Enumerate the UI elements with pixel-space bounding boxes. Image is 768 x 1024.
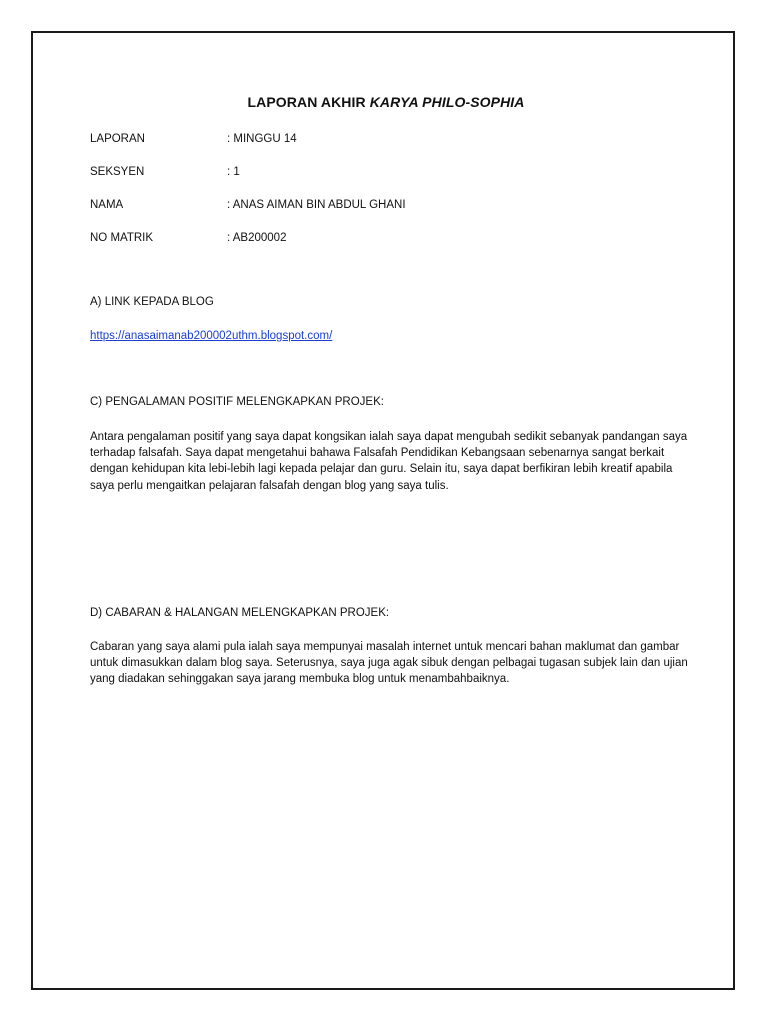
laporan-label: LAPORAN bbox=[90, 133, 145, 145]
blog-link[interactable]: https://anasaimanab200002uthm.blogspot.com/ bbox=[90, 330, 333, 342]
info-row-nama bbox=[90, 199, 406, 215]
section-c-heading: C) PENGALAMAN POSITIF MELENGKAPKAN PROJEK: bbox=[90, 396, 384, 408]
section-d-heading: D) CABARAN & HALANGAN MELENGKAPKAN PROJEK: bbox=[90, 607, 390, 619]
nama-label: NAMA bbox=[90, 199, 124, 211]
no-matrik-value: : AB200002 bbox=[227, 232, 287, 244]
seksyen-value: : 1 bbox=[227, 166, 240, 178]
section-c-paragraph: Antara pengalaman positif yang saya dapat kongsikan ialah saya dapat mengubah sedikit sebanyak pandangan saya terhadap falsafah. Saya dapat mengetahui bahawa Falsafah Pendidikan Kebangsaan sebenarnya sangat berkait dengan kehidupan kita lebi-lebih lagi kepada pelajar dan guru. Selain itu, saya dapat berfikiran lebih kreatif apabila saya perlu mengaitkan pelajaran falsafah dengan blog yang saya tulis. bbox=[90, 431, 688, 492]
nama-value: : ANAS AIMAN BIN ABDUL GHANI bbox=[227, 199, 406, 211]
info-row-laporan bbox=[90, 133, 297, 149]
info-row-no-matrik bbox=[90, 232, 286, 248]
report-title bbox=[90, 94, 682, 110]
no-matrik-label: NO MATRIK bbox=[90, 232, 154, 244]
title-italic-text: KARYA PHILO-SOPHIA bbox=[369, 94, 525, 110]
laporan-value: : MINGGU 14 bbox=[227, 133, 297, 145]
section-d-paragraph: Cabaran yang saya alami pula ialah saya mempunyai masalah internet untuk mencari bahan maklumat dan gambar untuk dimasukkan dalam blog saya. Seterusnya, saya juga agak sibuk dengan pelbagai tugasan subjek lain dan ujian yang diadakan sehinggakan saya jarang membuka blog untuk menambahbaiknya. bbox=[90, 641, 688, 686]
section-a-heading: A) LINK KEPADA BLOG bbox=[90, 296, 214, 308]
info-row-seksyen bbox=[90, 166, 240, 182]
title-main-text: LAPORAN AKHIR bbox=[247, 94, 370, 110]
seksyen-label: SEKSYEN bbox=[90, 166, 145, 178]
